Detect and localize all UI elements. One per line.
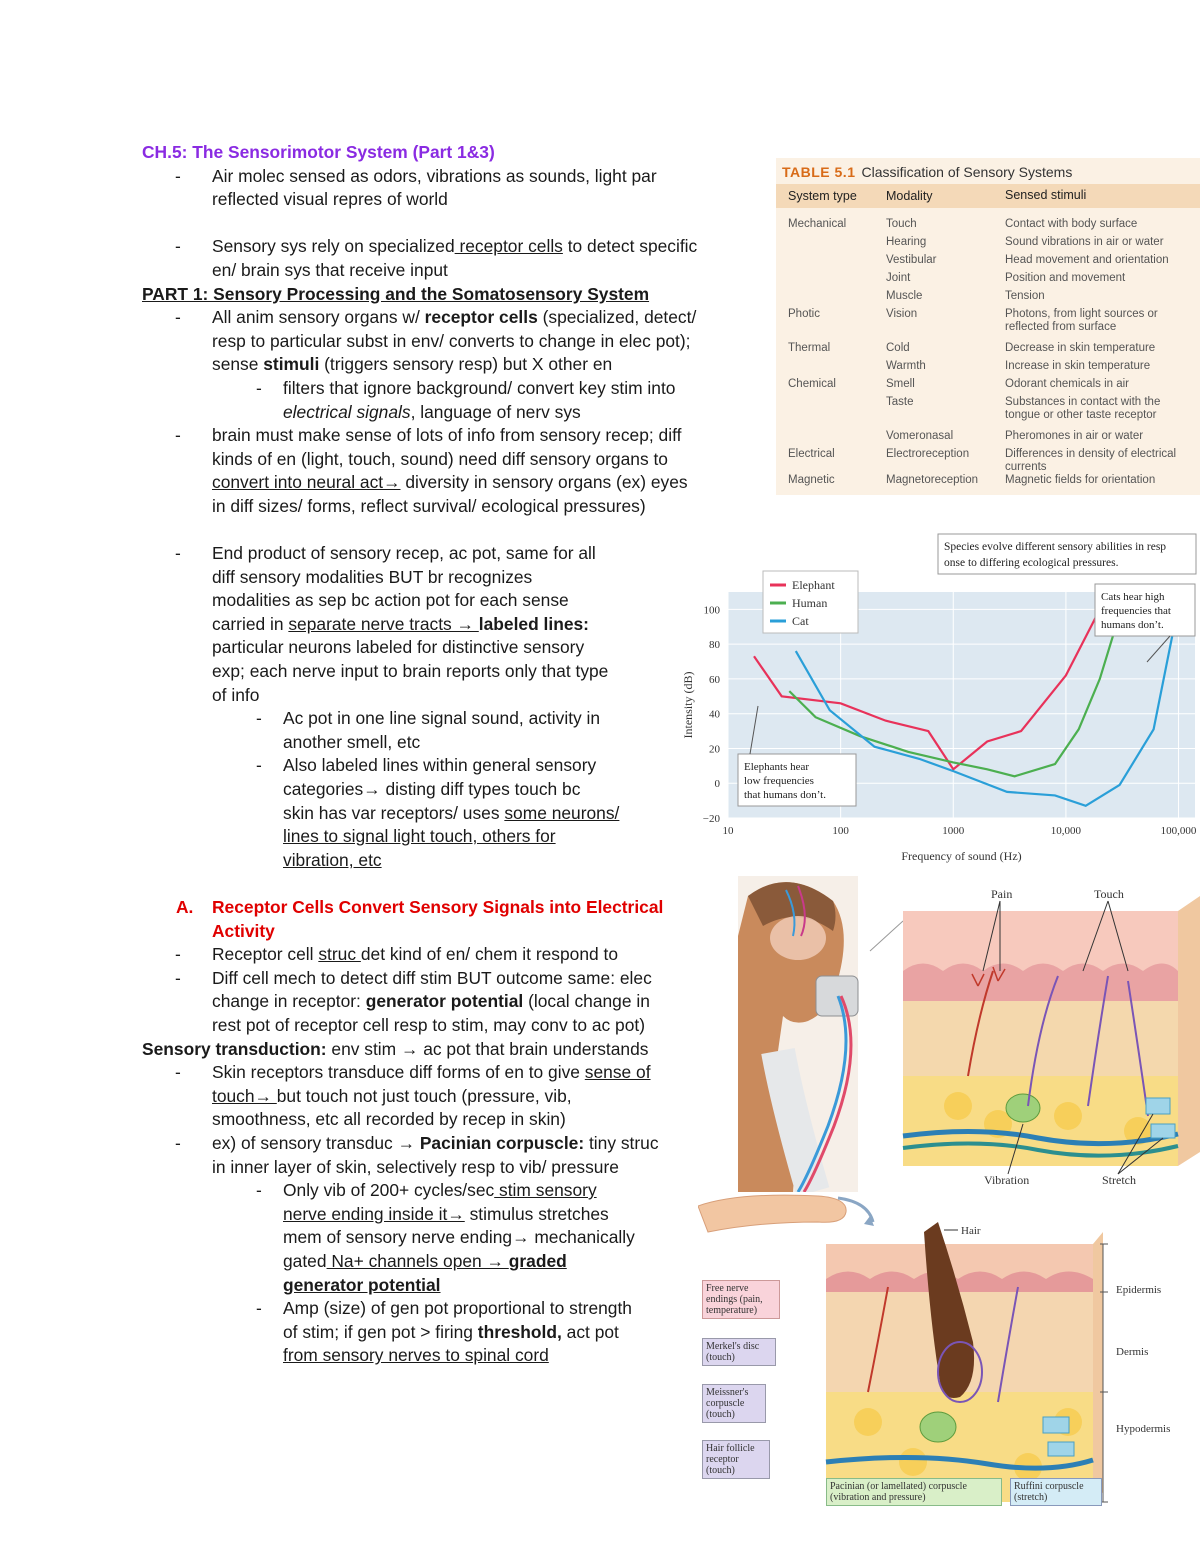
annotation-cats: frequencies that: [1101, 605, 1171, 617]
table-header-row: [776, 184, 1200, 208]
bullet-cont: in inner layer of skin, selectively resp to vib/ pressure: [212, 1156, 619, 1177]
table-cell: Odorant chemicals in air: [1005, 378, 1129, 390]
subbullet-cont: vibration, etc: [283, 849, 382, 870]
legend-label: Cat: [792, 614, 809, 628]
table-cell: Substances in contact with the tongue or other taste receptor: [1005, 396, 1161, 421]
table-cell: Photons, from light sources or reflected from surface: [1005, 308, 1158, 333]
subbullet-cont: another smell, etc: [283, 731, 421, 752]
table-cell: Magnetic fields for orientation: [1005, 474, 1156, 486]
label-hypodermis: Hypodermis: [1116, 1423, 1171, 1435]
bullet-receptor-cells: - Sensory sys rely on specialized receptor cells to detect specific: [142, 235, 762, 259]
table-cell: Vestibular: [886, 254, 937, 266]
table-cell: Photic: [788, 308, 820, 320]
table-cell: Muscle: [886, 290, 923, 302]
bullet-cont: diff sensory modalities BUT br recognizes: [212, 566, 533, 587]
woman-figure: [738, 876, 858, 1192]
bullet-end-product: - End product of sensory recep, ac pot, same for all: [142, 542, 762, 566]
annotation-elephants: low frequencies: [744, 775, 814, 787]
legend-label: Human: [792, 596, 828, 610]
x-tick-label: 10,000: [1050, 825, 1082, 837]
bullet-cont: touch→ but touch not just touch (pressure, vib,: [212, 1085, 572, 1106]
bullet-skin-receptors: - Skin receptors transduce diff forms of en to give sense of: [142, 1061, 762, 1085]
bullet-cont: exp; each nerve input to brain reports only that type: [212, 661, 609, 682]
bullet-diff-cell-mech: - Diff cell mech to detect diff stim BUT outcome same: elec: [142, 967, 762, 991]
table-cell: Hearing: [886, 236, 927, 248]
x-tick-label: 100,000: [1160, 825, 1197, 837]
table-cell: Smell: [886, 378, 915, 390]
subbullet-labeled-lines: - Also labeled lines within general sensory: [142, 754, 762, 778]
x-tick-label: 10: [722, 825, 734, 837]
table-cell: Warmth: [886, 360, 926, 372]
section-a-heading: A. Receptor Cells Convert Sensory Signals into Electrical: [176, 897, 664, 917]
subbullet-cont: mem of sensory nerve ending→ mechanically: [283, 1227, 635, 1248]
subbullet-cont: lines to signal light touch, others for: [283, 826, 556, 847]
table-cell: Differences in density of electrical currents: [1005, 448, 1177, 473]
subbullet-amp: - Amp (size) of gen pot proportional to strength: [142, 1297, 762, 1321]
x-tick-label: 100: [832, 825, 849, 837]
bullet-cont: en/ brain sys that receive input: [212, 259, 448, 280]
bullet-cont: smoothness, etc all recorded by recep in skin): [212, 1109, 566, 1130]
subbullet-cont: from sensory nerves to spinal cord: [283, 1345, 549, 1366]
y-tick-label: 40: [709, 708, 720, 721]
table-cell: Head movement and orientation: [1005, 254, 1169, 266]
table-header-cell: System type: [788, 189, 857, 203]
table-cell: Touch: [886, 218, 917, 230]
label-pain: Pain: [991, 887, 1013, 901]
table-cell: Decrease in skin temperature: [1005, 342, 1156, 354]
annotation-cats: humans don’t.: [1101, 619, 1164, 631]
x-tick-label: 1000: [942, 825, 965, 837]
skin-illustration-svg: [738, 876, 1200, 1192]
table-cell: Magnetoreception: [886, 474, 979, 486]
subbullet-ac-pot: - Ac pot in one line signal sound, activity in: [142, 707, 762, 731]
y-tick-label: 20: [709, 743, 720, 756]
table-cell: Mechanical: [788, 218, 847, 230]
table-cell: Vomeronasal: [886, 430, 954, 442]
sensory-transduction-line: Sensory transduction: env stim → ac pot that brain understands: [142, 1038, 649, 1059]
section-a-heading-cont: Activity: [212, 920, 275, 941]
subbullet-cont: of stim; if gen pot > firing threshold, act pot: [283, 1321, 619, 1342]
y-tick-label: 100: [703, 604, 720, 617]
bullet-cont: carried in separate nerve tracts → labeled lines:: [212, 613, 589, 634]
table-cell: Contact with body surface: [1005, 218, 1138, 230]
notes-column: [142, 141, 762, 1368]
skin-block: [903, 896, 1200, 1166]
table-cell: Thermal: [788, 342, 831, 354]
part1-heading: PART 1: Sensory Processing and the Somatosensory System: [142, 283, 650, 304]
skin-layers-illustration: [698, 1192, 1200, 1508]
subbullet-cont: categories→ disting diff types touch bc: [283, 779, 581, 800]
label-hair: Hair: [961, 1225, 981, 1237]
label-merkels-disc: Merkel's disc (touch): [702, 1338, 776, 1366]
subbullet-only-vib: - Only vib of 200+ cycles/sec stim sensory: [142, 1179, 762, 1203]
label-dermis: Dermis: [1116, 1346, 1149, 1358]
bullet-cont: kinds of en (light, touch, sound) need diff sensory organs to: [212, 448, 668, 469]
label-vibration: Vibration: [984, 1173, 1030, 1187]
table-cell: Sound vibrations in air or water: [1005, 236, 1164, 248]
table-cell: Increase in skin temperature: [1005, 360, 1151, 372]
y-tick-label: 60: [709, 673, 720, 686]
subbullet-cont: gated Na+ channels open → graded: [283, 1250, 567, 1271]
x-axis-label: Frequency of sound (Hz): [901, 849, 1022, 863]
bullet-cont: sense stimuli (triggers sensory resp) but X other en: [212, 354, 613, 375]
chart-title-line: onse to differing ecological pressures.: [944, 557, 1119, 569]
bullet-cont: of info: [212, 684, 260, 705]
bullet-brain-sense: - brain must make sense of lots of info from sensory recep; diff: [142, 424, 762, 448]
label-stretch: Stretch: [1102, 1173, 1136, 1187]
y-axis-label: Intensity (dB): [681, 671, 695, 739]
label-free-nerve-endings: Free nerve endings (pain, temperature): [702, 1280, 780, 1319]
subbullet-cont: electrical signals, language of nerv sys: [283, 401, 581, 422]
bullet-cont: change in receptor: generator potential (local change in: [212, 991, 650, 1012]
y-tick-label: −20: [702, 813, 720, 825]
table-header-cell: Sensed stimuli: [1005, 188, 1087, 202]
bullet-cont: in diff sizes/ forms, reflect survival/ ecological pressures): [212, 495, 646, 516]
label-ruffini-corpuscle: Ruffini corpuscle (stretch): [1010, 1478, 1102, 1506]
table-cell: Cold: [886, 342, 910, 354]
hearing-range-chart: [680, 528, 1200, 868]
table-cell: Taste: [886, 396, 914, 408]
page-title: CH.5: The Sensorimotor System (Part 1&3): [142, 142, 495, 162]
sensory-systems-table: [776, 158, 1200, 495]
bullet-pacinian: - ex) of sensory transduc → Pacinian corpuscle: tiny struc: [142, 1132, 762, 1156]
bullet-cont: rest pot of receptor cell resp to stim, may conv to ac pot): [212, 1014, 646, 1035]
y-tick-label: 80: [709, 639, 720, 652]
table-header-cell: Modality: [886, 189, 933, 203]
table-cell: Position and movement: [1005, 272, 1126, 284]
label-touch: Touch: [1094, 887, 1124, 901]
skin-section-block: [826, 1222, 1103, 1502]
annotation-elephants: that humans don’t.: [744, 789, 826, 801]
label-epidermis: Epidermis: [1116, 1284, 1162, 1296]
label-meissners-corpuscle: Meissner's corpuscle (touch): [702, 1384, 766, 1423]
table-cell: Electrical: [788, 448, 835, 460]
table-cell: Joint: [886, 272, 911, 284]
bullet-air-molec: - Air molec sensed as odors, vibrations as sounds, light par: [142, 165, 762, 189]
subbullet-cont: generator potential: [283, 1274, 441, 1295]
subbullet-cont: skin has var receptors/ uses some neurons/: [283, 802, 620, 823]
bullet-cont: particular neurons labeled for distinctive sensory: [212, 637, 585, 658]
chart-title-line: Species evolve different sensory abilities in resp: [944, 541, 1167, 553]
skin-receptors-illustration: [738, 876, 1200, 1192]
subbullet-filters: - filters that ignore background/ convert key stim into: [142, 377, 762, 401]
table-cell: Vision: [886, 308, 918, 320]
label-hair-follicle-receptor: Hair follicle receptor (touch): [702, 1440, 770, 1479]
bullet-cont: modalities as sep bc action pot for each sense: [212, 590, 569, 611]
table-cell: Pheromones in air or water: [1005, 430, 1144, 442]
table-cell: Tension: [1005, 290, 1045, 302]
subbullet-cont: nerve ending inside it→ stimulus stretches: [283, 1203, 609, 1224]
bullet-sensory-organs: - All anim sensory organs w/ receptor cells (specialized, detect/: [142, 306, 762, 330]
bullet-cont: reflected visual repres of world: [212, 189, 448, 210]
chart-canvas: [680, 528, 1200, 868]
annotation-cats: Cats hear high: [1101, 591, 1165, 603]
bullet-cont: resp to particular subst in env/ converts to change in elec pot);: [212, 330, 691, 351]
y-tick-label: 0: [714, 778, 720, 791]
annotation-elephants: Elephants hear: [744, 761, 810, 773]
table-cell: Chemical: [788, 378, 836, 390]
table-title: TABLE 5.1 Classification of Sensory Systems: [782, 164, 1073, 180]
table-cell: Magnetic: [788, 474, 835, 486]
legend-label: Elephant: [792, 578, 835, 592]
label-pacinian-corpuscle: Pacinian (or lamellated) corpuscle (vibration and pressure): [826, 1478, 1002, 1506]
bullet-cont: convert into neural act→ diversity in sensory organs (ex) eyes: [212, 472, 688, 493]
bullet-receptor-struc: - Receptor cell struc det kind of en/ chem it respond to: [142, 943, 762, 967]
table-cell: Electroreception: [886, 448, 970, 460]
